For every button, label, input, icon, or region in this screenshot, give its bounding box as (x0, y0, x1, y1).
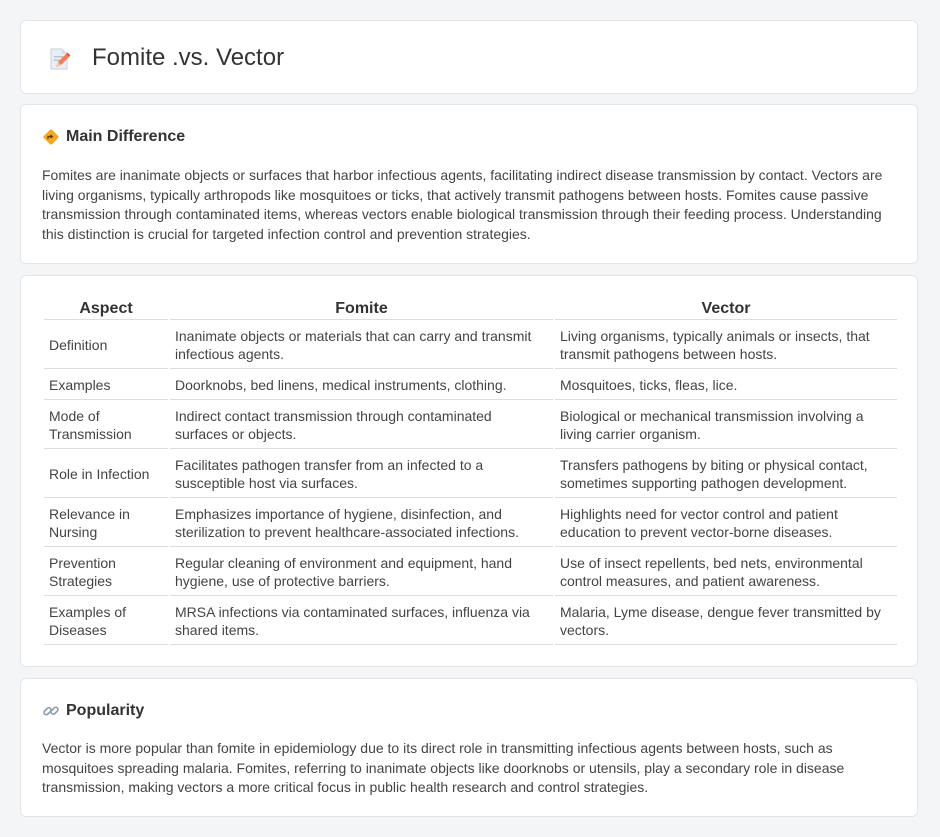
document-edit-icon (47, 47, 71, 71)
table-row (44, 320, 897, 369)
fomite-cell: Inanimate objects or materials that can carry and transmit infectious agents. (170, 320, 553, 369)
diamond-sign-icon (42, 128, 60, 146)
vector-cell: Malaria, Lyme disease, dengue fever transmitted by vectors. (555, 596, 897, 645)
fomite-cell: Emphasizes importance of hygiene, disinfection, and sterilization to prevent healthcare-associated infections. (170, 498, 553, 547)
fomite-cell: Regular cleaning of environment and equipment, hand hygiene, use of protective barriers. (170, 547, 553, 596)
aspect-cell: Relevance in Nursing (44, 498, 168, 547)
header-fomite: Fomite (170, 296, 553, 320)
vector-cell: Highlights need for vector control and patient education to prevent vector-borne diseases. (555, 498, 897, 547)
aspect-cell: Examples of Diseases (44, 596, 168, 645)
vector-cell: Living organisms, typically animals or insects, that transmit pathogens between hosts. (555, 320, 897, 369)
vector-cell: Use of insect repellents, bed nets, environmental control measures, and patient awareness. (555, 547, 897, 596)
header-aspect: Aspect (44, 296, 168, 320)
popularity-heading (42, 702, 144, 720)
main-difference-heading (42, 128, 185, 146)
table-row (44, 596, 897, 645)
table-header-row (44, 296, 897, 320)
aspect-cell: Role in Infection (44, 449, 168, 498)
popularity-title: Popularity (66, 702, 145, 719)
popularity-card (20, 678, 918, 817)
title-card (20, 20, 918, 94)
fomite-cell: Indirect contact transmission through contaminated surfaces or objects. (170, 400, 553, 449)
aspect-cell: Examples (44, 369, 168, 400)
comparison-card (20, 275, 918, 667)
fomite-cell: Facilitates pathogen transfer from an infected to a susceptible host via surfaces. (170, 449, 553, 498)
page-title: Fomite .vs. Vector (92, 44, 285, 71)
table-row (44, 369, 897, 400)
comparison-table (42, 296, 899, 645)
popularity-text: Vector is more popular than fomite in epidemiology due to its direct role in transmitting infectious agents between hosts, such as mosquitoes spreading malaria. Fomites, referring to inanimate objects like doorknobs or utensils, play a secondary role in disease transmission, making vectors a more critical focus in public health research and control strategies. (42, 740, 845, 795)
link-icon (42, 702, 60, 720)
main-difference-text: Fomites are inanimate objects or surfaces that harbor infectious agents, facilitating indirect disease transmission by contact. Vectors are living organisms, typically arthropods like mosquitoes or ticks, that actively transmit pathogens between hosts. Fomites cause passive transmission through contaminated items, whereas vectors enable biological transmission through their feeding process. Understanding this distinction is crucial for targeted infection control and prevention strategies. (42, 167, 883, 242)
main-difference-title: Main Difference (66, 128, 186, 145)
table-row (44, 400, 897, 449)
header-vector: Vector (555, 296, 897, 320)
vector-cell: Biological or mechanical transmission involving a living carrier organism. (555, 400, 897, 449)
aspect-cell: Prevention Strategies (44, 547, 168, 596)
aspect-cell: Mode of Transmission (44, 400, 168, 449)
table-row (44, 449, 897, 498)
main-difference-card (20, 104, 918, 264)
aspect-cell: Definition (44, 320, 168, 369)
vector-cell: Transfers pathogens by biting or physical contact, sometimes supporting pathogen development. (555, 449, 897, 498)
fomite-cell: MRSA infections via contaminated surfaces, influenza via shared items. (170, 596, 553, 645)
fomite-cell: Doorknobs, bed linens, medical instruments, clothing. (170, 369, 553, 400)
table-row (44, 547, 897, 596)
vector-cell: Mosquitoes, ticks, fleas, lice. (555, 369, 897, 400)
table-row (44, 498, 897, 547)
